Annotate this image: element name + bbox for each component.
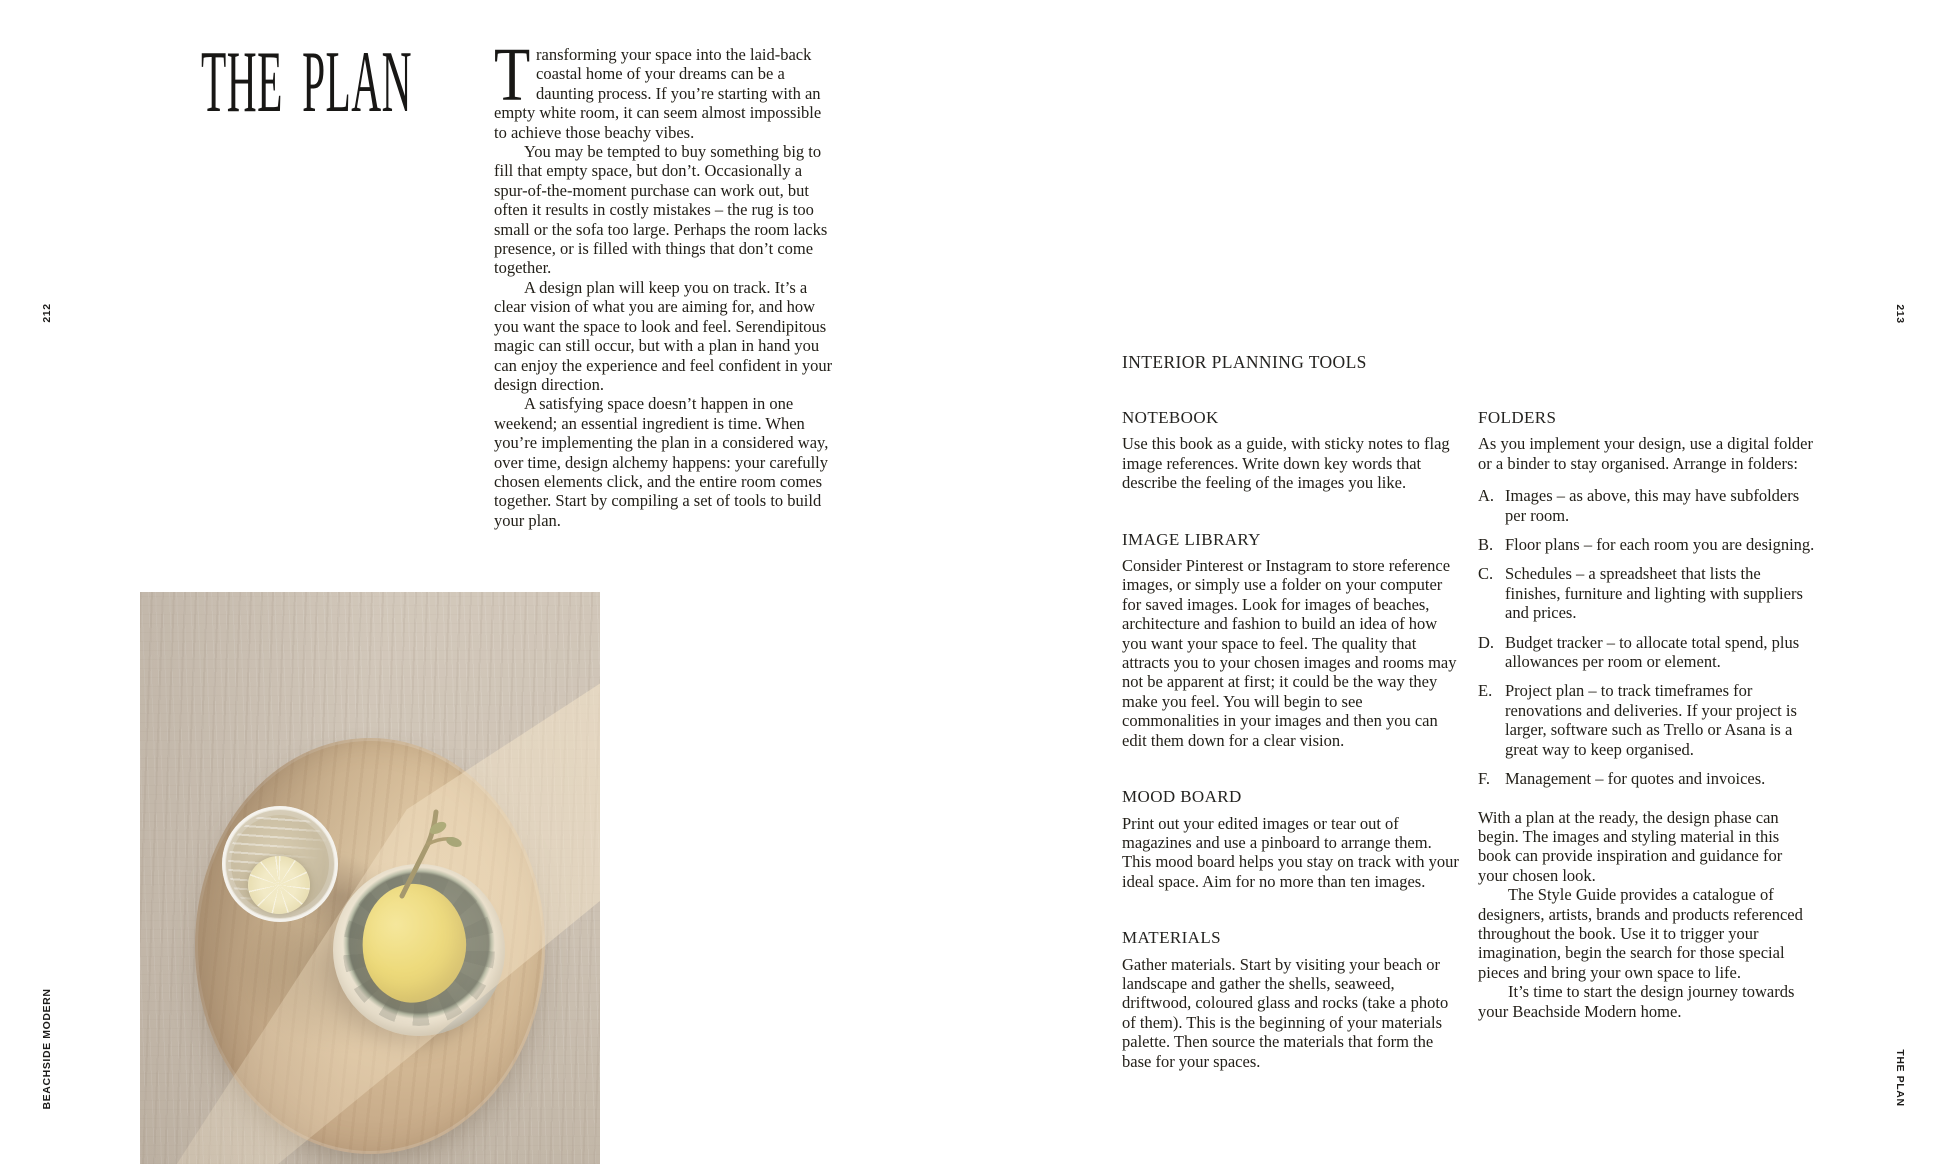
section-body: Use this book as a guide, with sticky notes to flag image references. Write down key words that describe the feeling of the images you like.: [1122, 434, 1450, 493]
folder-item-text: Schedules – a spreadsheet that lists the finishes, furniture and lighting with suppliers and prices.: [1505, 564, 1803, 623]
chapter-title: THE PLAN: [201, 34, 412, 131]
section-mood-board: [1122, 787, 1460, 891]
folder-item: [1478, 564, 1816, 622]
section-notebook: [1122, 408, 1460, 493]
section-heading: MOOD BOARD: [1122, 787, 1242, 807]
closing-paragraph: The Style Guide provides a catalogue of designers, artists, brands and products referenced throughout the book. Use it to trigger your imagination, begin the search for those special pieces and bring your own space to life.: [1478, 885, 1803, 982]
section-heading: MATERIALS: [1122, 928, 1221, 948]
body-paragraph: A design plan will keep you on track. It’s a clear vision of what you are aiming for, and how you want the space to look and feel. Serendipitous magic can still occur, but with a plan in hand you can enjoy the experience and feel confident in your design direction.: [494, 277, 833, 394]
book-title-sidebar: BEACHSIDE MODERN: [41, 988, 53, 1110]
folder-item-label: F.: [1478, 769, 1490, 789]
body-paragraph: You may be tempted to buy something big to fill that empty space, but don’t. Occasionally a spur-of-the-moment purchase can work out, but often it results in costly mistakes – the rug is too small or the sofa too large. Perhaps the room lacks presence, or is filled with things that don’t come together.: [494, 142, 828, 278]
folder-item-text: Project plan – to track timeframes for renovations and deliveries. If your project is larger, software such as Trello or Asana is a great way to keep organised.: [1505, 681, 1797, 759]
chapter-title-sidebar: THE PLAN: [1894, 1049, 1906, 1107]
folder-item: [1478, 769, 1816, 788]
folder-list: [1478, 486, 1816, 788]
section-materials: [1122, 928, 1460, 1071]
intro-paragraph: [494, 33, 834, 142]
folder-item-text: Management – for quotes and invoices.: [1505, 769, 1766, 789]
drop-cap: T: [494, 33, 531, 117]
tools-column-left: [1122, 408, 1460, 1071]
section-image-library: [1122, 530, 1460, 750]
intro-paragraph-text: ransforming your space into the laid-back coastal home of your dreams can be a daunting process. If you’re starting with an empty white room, it can seem almost impossible to achieve those beachy vibes.: [494, 45, 822, 142]
folder-item-label: C.: [1478, 564, 1494, 584]
left-page-number: 212: [41, 303, 53, 323]
folder-item-label: A.: [1478, 486, 1495, 506]
body-paragraph: A satisfying space doesn’t happen in one weekend; an essential ingredient is time. When you’re implementing the plan in a considered way, over time, design alchemy happens: your carefully chosen elements click, and the entire room comes together. Start by compiling a set of tools to build your plan.: [494, 394, 829, 530]
right-page-number: 213: [1894, 304, 1906, 324]
folder-item-text: Budget tracker – to allocate total spend, plus allowances per room or element.: [1505, 632, 1800, 672]
lemon-stem: [140, 592, 600, 1164]
folder-item-text: Floor plans – for each room you are designing.: [1505, 535, 1815, 555]
folder-item: [1478, 535, 1816, 554]
tools-header: INTERIOR PLANNING TOOLS: [1122, 352, 1367, 372]
section-body: Print out your edited images or tear out of magazines and use a pinboard to arrange them. This mood board helps you stay on track with your ideal space. Aim for no more than ten images.: [1122, 813, 1459, 891]
closing-paragraph: With a plan at the ready, the design phase can begin. The images and styling material in this book can provide inspiration and guidance for your chosen look.: [1478, 807, 1783, 885]
folder-item-label: B.: [1478, 535, 1494, 555]
section-heading: IMAGE LIBRARY: [1122, 529, 1261, 549]
chapter-intro-column: [494, 33, 834, 530]
section-body: Consider Pinterest or Instagram to store reference images, or simply use a folder on your computer for saved images. Look for images of beaches, architecture and fashion to build an idea of how you want your space to feel. The quality that attracts you to your chosen images and rooms may not be apparent at first; it could be the way they make you feel. You will begin to see commonalities in your images and then you can edit them down for a clear vision.: [1122, 556, 1457, 750]
folder-item: [1478, 633, 1816, 672]
section-heading: FOLDERS: [1478, 408, 1557, 427]
glass-rim: [222, 806, 338, 922]
still-life-photo: [140, 592, 600, 1164]
section-folders: [1478, 408, 1816, 789]
water-glass: [222, 806, 338, 922]
closing-paragraph: It’s time to start the design journey towards your Beachside Modern home.: [1478, 982, 1795, 1021]
folder-item-text: Images – as above, this may have subfolders per room.: [1505, 486, 1800, 525]
tools-column-right: [1478, 408, 1816, 1021]
folder-item-label: E.: [1478, 681, 1493, 701]
section-body: As you implement your design, use a digital folder or a binder to stay organised. Arrange in folders:: [1478, 434, 1813, 473]
section-heading: NOTEBOOK: [1122, 408, 1219, 427]
section-body: Gather materials. Start by visiting your beach or landscape and gather the shells, seaweed, driftwood, coloured glass and rocks (take a photo of them). This is the beginning of your materials palette. Then source the materials that form the base for your spaces.: [1122, 954, 1449, 1071]
folder-item-label: D.: [1478, 632, 1495, 652]
folder-item: [1478, 486, 1816, 525]
folder-item: [1478, 681, 1816, 759]
